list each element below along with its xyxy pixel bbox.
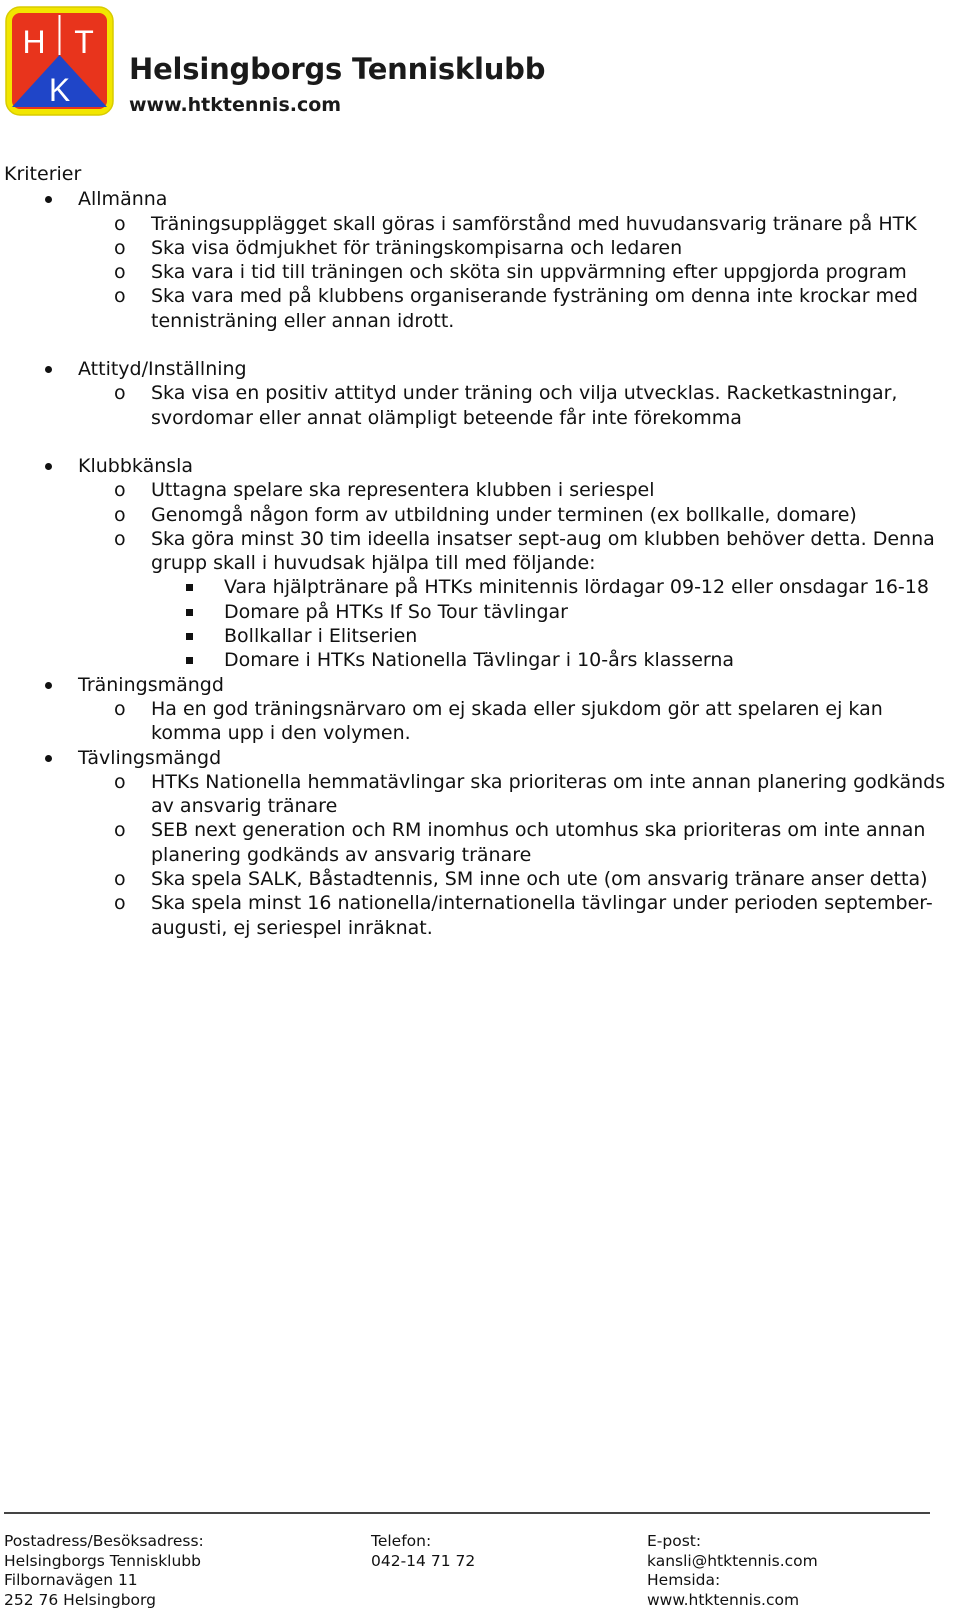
list-item <box>78 891 954 940</box>
list-subitem <box>151 648 954 672</box>
section-attityd <box>4 357 954 430</box>
item-text: Träningsupplägget skall göras i samförstånd med huvudansvarig tränare på HTK <box>151 212 917 235</box>
section-traningsmangd <box>4 673 954 746</box>
document-title: Kriterier <box>4 163 82 185</box>
bullet-circle-icon: o <box>114 261 126 284</box>
address-name: Helsingborgs Tennisklubb <box>4 1551 201 1570</box>
bullet-dot-icon <box>38 187 58 211</box>
list-subitem <box>151 600 954 624</box>
section-heading: Klubbkänsla <box>78 454 194 477</box>
criteria-list <box>4 187 954 940</box>
subitem-text: Vara hjälptränare på HTKs minitennis lördagar 09-12 eller onsdagar 16-18 <box>224 576 929 599</box>
footer-divider <box>4 1512 930 1514</box>
bullet-circle-icon: o <box>114 212 126 235</box>
logo-letter-k: K <box>48 72 71 108</box>
email-link[interactable]: kansli@htktennis.com <box>647 1551 818 1570</box>
bullet-dot-icon <box>38 357 58 381</box>
logo-letter-t: T <box>74 24 94 60</box>
bullet-circle-icon: o <box>114 236 126 259</box>
section-tavlingsmangd <box>4 746 954 940</box>
section-heading: Träningsmängd <box>78 673 224 696</box>
bullet-circle-icon: o <box>114 770 126 793</box>
list-subitem <box>151 624 954 648</box>
bullet-square-icon <box>186 609 193 616</box>
list-item <box>78 770 954 819</box>
item-text: Ska göra minst 30 tim ideella insatser sept-aug om klubben behöver detta. Denna grupp skall i huvudsak hjälpa till med följande: <box>151 527 935 575</box>
footer-phone <box>371 1532 475 1571</box>
bullet-square-icon <box>186 584 193 591</box>
footer-address <box>4 1532 204 1610</box>
section-heading: Attityd/Inställning <box>78 358 247 381</box>
bullet-dot-icon <box>38 673 58 697</box>
list-item <box>78 867 954 891</box>
section-allmanna <box>4 187 954 333</box>
item-text: Uttagna spelare ska representera klubben i seriespel <box>151 479 655 502</box>
item-text: Genomgå någon form av utbildning under terminen (ex bollkalle, domare) <box>151 503 857 526</box>
subitem-text: Domare på HTKs If So Tour tävlingar <box>224 600 568 623</box>
bullet-circle-icon: o <box>114 697 126 720</box>
bullet-square-icon <box>186 657 193 664</box>
web-label: Hemsida: <box>647 1571 721 1589</box>
item-text: Ska visa en positiv attityd under träning och vilja utvecklas. Racketkastningar, svordomar eller annat olämpligt beteende får inte förekomma <box>151 382 898 429</box>
address-city: 252 76 Helsingborg <box>4 1590 156 1609</box>
address-street: Filbornavägen 11 <box>4 1571 138 1589</box>
bullet-dot-icon <box>38 454 58 478</box>
list-item <box>78 697 954 746</box>
organization-name: Helsingborgs Tennisklubb <box>129 52 546 86</box>
footer-contact <box>647 1532 818 1610</box>
list-item <box>78 236 954 260</box>
phone-label: Telefon: <box>371 1532 432 1550</box>
list-item <box>78 284 954 333</box>
bullet-circle-icon: o <box>114 527 126 550</box>
section-klubbkansla <box>4 454 954 673</box>
section-heading: Tävlingsmängd <box>78 746 222 769</box>
list-item <box>78 503 954 527</box>
item-text: Ha en god träningsnärvaro om ej skada eller sjukdom gör att spelaren ej kan komma upp i den volymen. <box>151 697 883 745</box>
bullet-circle-icon: o <box>114 285 126 308</box>
criteria-document <box>4 162 954 940</box>
website-link[interactable]: www.htktennis.com <box>129 94 342 116</box>
bullet-circle-icon: o <box>114 503 126 526</box>
item-text: Ska spela minst 16 nationella/internationella tävlingar under perioden september-augusti, ej seriespel inräknat. <box>151 892 933 939</box>
email-label: E-post: <box>647 1532 702 1550</box>
subitem-text: Bollkallar i Elitserien <box>224 625 418 648</box>
list-item <box>78 818 954 867</box>
phone-number: 042-14 71 72 <box>371 1551 476 1570</box>
web-link[interactable]: www.htktennis.com <box>647 1590 800 1609</box>
htk-logo <box>4 5 115 117</box>
list-item <box>78 212 954 236</box>
subitem-text: Domare i HTKs Nationella Tävlingar i 10-års klasserna <box>224 649 735 672</box>
list-item <box>78 527 954 673</box>
bullet-circle-icon: o <box>114 868 126 891</box>
address-label: Postadress/Besöksadress: <box>4 1532 204 1550</box>
item-text: Ska vara med på klubbens organiserande fysträning om denna inte krockar med tennisträning eller annan idrott. <box>151 285 918 332</box>
list-item <box>78 478 954 502</box>
item-text: Ska spela SALK, Båstadtennis, SM inne och ute (om ansvarig tränare anser detta) <box>151 868 928 891</box>
bullet-circle-icon: o <box>114 382 126 405</box>
bullet-square-icon <box>186 633 193 640</box>
item-text: Ska visa ödmjukhet för träningskompisarna och ledaren <box>151 236 683 259</box>
bullet-circle-icon: o <box>114 819 126 842</box>
logo-letter-h: H <box>22 24 46 60</box>
list-subitem <box>151 575 954 599</box>
item-text: SEB next generation och RM inomhus och utomhus ska prioriteras om inte annan planering godkänds av ansvarig tränare <box>151 819 926 866</box>
bullet-dot-icon <box>38 746 58 770</box>
section-heading: Allmänna <box>78 188 168 211</box>
list-item <box>78 381 954 430</box>
list-item <box>78 260 954 284</box>
bullet-circle-icon: o <box>114 479 126 502</box>
bullet-circle-icon: o <box>114 892 126 915</box>
item-text: HTKs Nationella hemmatävlingar ska prioriteras om inte annan planering godkänds av ansvarig tränare <box>151 770 946 818</box>
item-text: Ska vara i tid till träningen och sköta sin uppvärmning efter uppgjorda program <box>151 261 907 284</box>
